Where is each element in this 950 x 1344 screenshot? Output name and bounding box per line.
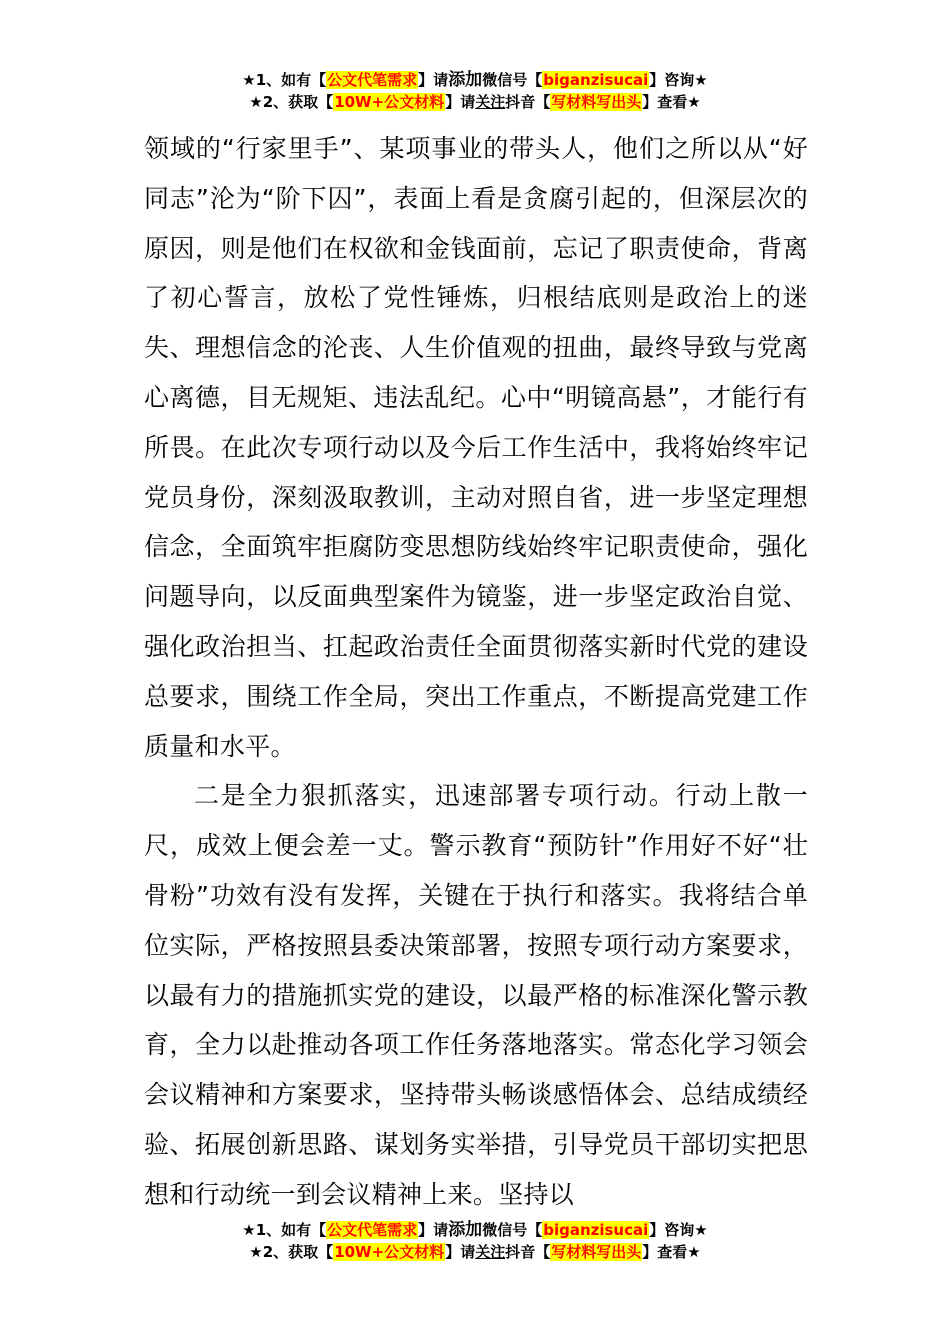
- banner-emphasis: 添加: [448, 70, 483, 90]
- banner-line-2: [0, 1242, 950, 1264]
- banner-underlined: 关注: [475, 93, 506, 111]
- body-paragraph-2: 二是全力狠抓落实，迅速部署专项行动。行动上散一尺，成效上便会差一丈。警示教育“预防针”作用好不好“壮骨粉”功效有没有发挥，关键在于执行和落实。我将结合单位实际，严格按照县委决策部署，按照专项行动方案要求，以最有力的措施抓实党的建设，以最严格的标准深化警示教育，全力以赴推动各项工作任务落地落实。常态化学习领会会议精神和方案要求，坚持带头畅谈感悟体会、总结成绩经验、拓展创新思路、谋划务实举措，引导党员干部切实把思想和行动统一到会议精神上来。坚持以: [144, 781, 808, 1209]
- banner-line-1: [0, 1220, 950, 1242]
- banner-text: 抖音【: [505, 1243, 551, 1261]
- document-body: [144, 124, 808, 1220]
- banner-text: 】查看★: [642, 1243, 701, 1261]
- footer-banner: [0, 1220, 950, 1264]
- banner-text: ★1、如有【: [242, 1221, 327, 1239]
- banner-highlight-douyin: 写材料写出头: [551, 1243, 642, 1261]
- banner-text: ★1、如有【: [242, 71, 327, 89]
- banner-highlight-materials: 10W+公文材料: [334, 93, 445, 111]
- banner-highlight-wechat-id: biganzisucai: [543, 71, 649, 89]
- banner-text: 】请: [445, 1243, 476, 1261]
- banner-highlight-service: 公文代笔需求: [327, 1221, 418, 1239]
- banner-highlight-service: 公文代笔需求: [327, 71, 418, 89]
- banner-text: 】查看★: [642, 93, 701, 111]
- body-paragraph-1: 领域的“行家里手”、某项事业的带头人，他们之所以从“好同志”沦为“阶下囚”，表面上看是贪腐引起的，但深层次的原因，则是他们在权欲和金钱面前，忘记了职责使命，背离了初心誓言，放松了党性锤炼，归根结底则是政治上的迷失、理想信念的沦丧、人生价值观的扭曲，最终导致与党离心离德，目无规矩、违法乱纪。心中“明镜高悬”，才能行有所畏。在此次专项行动以及今后工作生活中，我将始终牢记党员身份，深刻汲取教训，主动对照自省，进一步坚定理想信念，全面筑牢拒腐防变思想防线始终牢记职责使命，强化问题导向，以反面典型案件为镜鉴，进一步坚定政治自觉、强化政治担当、扛起政治责任全面贯彻落实新时代党的建设总要求，围绕工作全局，突出工作重点，不断提高党建工作质量和水平。: [144, 134, 808, 761]
- banner-text: 】请: [418, 1221, 449, 1239]
- header-banner: [0, 70, 950, 114]
- banner-underlined: 关注: [475, 1243, 506, 1261]
- banner-highlight-wechat-id: biganzisucai: [543, 1221, 649, 1239]
- banner-text: 】咨询★: [649, 1221, 708, 1239]
- banner-emphasis: 添加: [448, 1220, 483, 1240]
- banner-text: 微信号【: [482, 71, 543, 89]
- banner-line-1: [0, 70, 950, 92]
- banner-text: 微信号【: [482, 1221, 543, 1239]
- banner-text: ★2、获取【: [249, 93, 334, 111]
- banner-highlight-douyin: 写材料写出头: [551, 93, 642, 111]
- banner-text: 抖音【: [505, 93, 551, 111]
- banner-text: 】请: [418, 71, 449, 89]
- banner-text: ★2、获取【: [249, 1243, 334, 1261]
- banner-text: 】咨询★: [649, 71, 708, 89]
- banner-text: 】请: [445, 93, 476, 111]
- banner-line-2: [0, 92, 950, 114]
- banner-highlight-materials: 10W+公文材料: [334, 1243, 445, 1261]
